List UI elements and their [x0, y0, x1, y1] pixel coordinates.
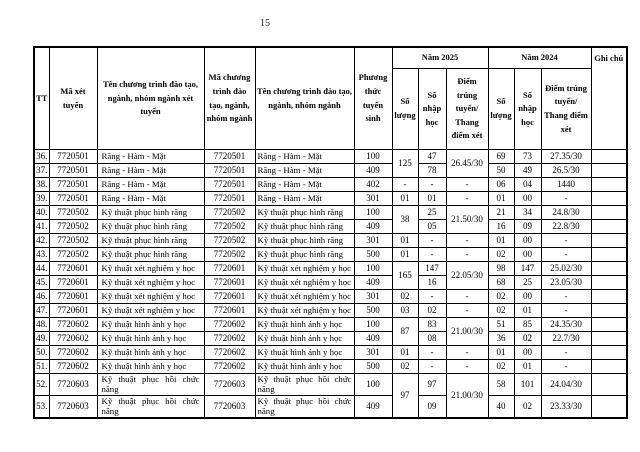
cell-diem-2024: 1440: [541, 178, 591, 192]
cell-snh-2024: 01: [514, 360, 541, 374]
cell-tt: 40.: [34, 206, 49, 220]
table-row: [34, 234, 627, 248]
cell-snh-2025: -: [418, 360, 446, 374]
cell-diem-2024: -: [541, 360, 591, 374]
cell-diem-2025: -: [446, 346, 488, 360]
cell-ma-xet-tuyen: 7720603: [49, 395, 97, 417]
cell-ma-xet-tuyen: 7720502: [49, 206, 97, 220]
cell-snh-2024: 25: [514, 276, 541, 290]
cell-phuong-thuc: 500: [354, 248, 392, 262]
cell-ten-ct: Răng - Hàm - Mặt: [255, 178, 354, 192]
cell-diem-2025: 22.05/30: [446, 262, 488, 290]
col-header-so-nhap-hoc-2025: Số nhập học: [418, 69, 446, 150]
cell-diem-2024: 25.02/30: [541, 262, 591, 276]
cell-ten-ct: Răng - Hàm - Mặt: [255, 150, 354, 164]
cell-diem-2025: 26.45/30: [446, 150, 488, 178]
cell-ma-ct: 7720501: [204, 164, 255, 178]
cell-tt: 48.: [34, 318, 49, 332]
cell-sl-2025: 02: [392, 290, 418, 304]
cell-ma-ct: 7720602: [204, 346, 255, 360]
col-header-diem-2024: Điểm trúng tuyển/ Thang điểm xét: [541, 69, 591, 150]
cell-diem-2025: -: [446, 304, 488, 318]
cell-snh-2025: 08: [418, 332, 446, 346]
cell-ten-xet-tuyen: Răng - Hàm - Mặt: [97, 192, 204, 206]
cell-sl-2024: 06: [488, 178, 514, 192]
cell-snh-2025: -: [418, 234, 446, 248]
cell-ten-ct: Kỹ thuật hình ảnh y học: [255, 332, 354, 346]
cell-diem-2025: -: [446, 290, 488, 304]
cell-ghi-chu: [591, 234, 627, 248]
table-row: [34, 262, 627, 276]
cell-diem-2024: 22.7/30: [541, 332, 591, 346]
cell-ten-xet-tuyen: Kỹ thuật xét nghiệm y học: [97, 262, 204, 276]
cell-ghi-chu: [591, 220, 627, 234]
cell-snh-2025: 01: [418, 192, 446, 206]
cell-phuong-thuc: 409: [354, 276, 392, 290]
cell-sl-2024: 58: [488, 374, 514, 396]
cell-phuong-thuc: 100: [354, 206, 392, 220]
cell-ma-ct: 7720601: [204, 262, 255, 276]
cell-tt: 45.: [34, 276, 49, 290]
cell-ma-ct: 7720603: [204, 374, 255, 396]
cell-sl-2024: 98: [488, 262, 514, 276]
cell-sl-2024: 02: [488, 248, 514, 262]
cell-diem-2024: -: [541, 290, 591, 304]
cell-diem-2024: 22.8/30: [541, 220, 591, 234]
table-row: [34, 374, 627, 396]
cell-ten-xet-tuyen: Kỹ thuật xét nghiệm y học: [97, 290, 204, 304]
cell-ma-ct: 7720502: [204, 234, 255, 248]
cell-snh-2024: 73: [514, 150, 541, 164]
col-header-nam-2025: Năm 2025: [392, 47, 488, 69]
cell-snh-2024: 00: [514, 346, 541, 360]
col-header-so-luong-2025: Số lượng: [392, 69, 418, 150]
cell-tt: 37.: [34, 164, 49, 178]
cell-phuong-thuc: 301: [354, 234, 392, 248]
cell-phuong-thuc: 301: [354, 346, 392, 360]
cell-snh-2024: 09: [514, 220, 541, 234]
cell-ma-xet-tuyen: 7720601: [49, 276, 97, 290]
col-header-nam-2024: Năm 2024: [488, 47, 591, 69]
cell-ten-xet-tuyen: Kỹ thuật phục hồi chức năng: [97, 374, 204, 396]
cell-ten-xet-tuyen: Kỹ thuật phục hình răng: [97, 220, 204, 234]
cell-tt: 44.: [34, 262, 49, 276]
cell-sl-2024: 68: [488, 276, 514, 290]
cell-tt: 46.: [34, 290, 49, 304]
cell-snh-2025: -: [418, 290, 446, 304]
cell-diem-2025: -: [446, 192, 488, 206]
cell-phuong-thuc: 409: [354, 164, 392, 178]
cell-snh-2025: 83: [418, 318, 446, 332]
cell-ten-ct: Kỹ thuật phục hồi chức năng: [255, 374, 354, 396]
cell-sl-2024: 40: [488, 395, 514, 417]
cell-snh-2025: 16: [418, 276, 446, 290]
cell-snh-2025: 78: [418, 164, 446, 178]
cell-sl-2025: 01: [392, 192, 418, 206]
cell-ma-xet-tuyen: 7720602: [49, 332, 97, 346]
cell-ma-ct: 7720502: [204, 220, 255, 234]
cell-snh-2025: 147: [418, 262, 446, 276]
cell-ten-ct: Kỹ thuật xét nghiệm y học: [255, 304, 354, 318]
cell-ma-ct: 7720602: [204, 332, 255, 346]
cell-snh-2024: 34: [514, 206, 541, 220]
cell-ten-xet-tuyen: Kỹ thuật xét nghiệm y học: [97, 304, 204, 318]
cell-sl-2025: 01: [392, 248, 418, 262]
cell-tt: 51.: [34, 360, 49, 374]
table-row: [34, 192, 627, 206]
cell-tt: 36.: [34, 150, 49, 164]
cell-sl-2024: 50: [488, 164, 514, 178]
cell-snh-2025: -: [418, 346, 446, 360]
cell-ma-xet-tuyen: 7720501: [49, 150, 97, 164]
cell-phuong-thuc: 100: [354, 150, 392, 164]
cell-ma-ct: 7720602: [204, 360, 255, 374]
table-row: [34, 395, 627, 417]
cell-ten-xet-tuyen: Răng - Hàm - Mặt: [97, 178, 204, 192]
cell-snh-2024: 49: [514, 164, 541, 178]
cell-ghi-chu: [591, 192, 627, 206]
cell-diem-2024: 27.35/30: [541, 150, 591, 164]
cell-diem-2024: 23.33/30: [541, 395, 591, 417]
cell-phuong-thuc: 402: [354, 178, 392, 192]
cell-ten-ct: Kỹ thuật xét nghiệm y học: [255, 276, 354, 290]
cell-phuong-thuc: 409: [354, 220, 392, 234]
cell-ten-ct: Kỹ thuật phục hình răng: [255, 248, 354, 262]
cell-tt: 38.: [34, 178, 49, 192]
cell-ten-xet-tuyen: Răng - Hàm - Mặt: [97, 150, 204, 164]
cell-ten-ct: Kỹ thuật phục hồi chức năng: [255, 395, 354, 417]
cell-diem-2024: 23.05/30: [541, 276, 591, 290]
cell-diem-2025: -: [446, 234, 488, 248]
cell-diem-2024: -: [541, 192, 591, 206]
cell-ten-xet-tuyen: Kỹ thuật phục hồi chức năng: [97, 395, 204, 417]
admission-results-table: [33, 46, 628, 419]
cell-snh-2025: 09: [418, 395, 446, 417]
cell-sl-2024: 69: [488, 150, 514, 164]
cell-snh-2025: 02: [418, 304, 446, 318]
cell-diem-2025: 21.00/30: [446, 318, 488, 346]
cell-ma-xet-tuyen: 7720502: [49, 234, 97, 248]
cell-snh-2025: 47: [418, 150, 446, 164]
table-header: [34, 47, 627, 150]
table-row: [34, 220, 627, 234]
cell-sl-2024: 02: [488, 304, 514, 318]
cell-sl-2024: 51: [488, 318, 514, 332]
cell-ten-ct: Kỹ thuật xét nghiệm y học: [255, 262, 354, 276]
cell-tt: 53.: [34, 395, 49, 417]
cell-snh-2024: 85: [514, 318, 541, 332]
cell-phuong-thuc: 500: [354, 304, 392, 318]
cell-ten-xet-tuyen: Kỹ thuật phục hình răng: [97, 248, 204, 262]
table-row: [34, 304, 627, 318]
cell-diem-2024: 24.8/30: [541, 206, 591, 220]
cell-sl-2024: 02: [488, 360, 514, 374]
cell-ma-ct: 7720502: [204, 206, 255, 220]
cell-ten-xet-tuyen: Kỹ thuật hình ảnh y học: [97, 346, 204, 360]
cell-ma-xet-tuyen: 7720501: [49, 192, 97, 206]
cell-ghi-chu: [591, 290, 627, 304]
col-header-ma-ct: Mã chương trình đào tạo, ngành, nhóm ngành: [204, 47, 255, 150]
table-body: [34, 150, 627, 418]
cell-snh-2024: 00: [514, 192, 541, 206]
cell-ghi-chu: [591, 248, 627, 262]
cell-diem-2024: 24.35/30: [541, 318, 591, 332]
table-row: [34, 178, 627, 192]
cell-ten-ct: Kỹ thuật xét nghiệm y học: [255, 290, 354, 304]
cell-tt: 42.: [34, 234, 49, 248]
cell-tt: 43.: [34, 248, 49, 262]
cell-phuong-thuc: 100: [354, 318, 392, 332]
cell-sl-2024: 01: [488, 192, 514, 206]
cell-diem-2024: -: [541, 346, 591, 360]
cell-snh-2024: 00: [514, 234, 541, 248]
cell-ma-ct: 7720502: [204, 248, 255, 262]
cell-ghi-chu: [591, 332, 627, 346]
cell-ten-xet-tuyen: Kỹ thuật hình ảnh y học: [97, 318, 204, 332]
cell-ten-xet-tuyen: Kỹ thuật xét nghiệm y học: [97, 276, 204, 290]
cell-diem-2025: -: [446, 178, 488, 192]
cell-snh-2024: 02: [514, 395, 541, 417]
cell-ghi-chu: [591, 304, 627, 318]
col-header-tt: TT: [34, 47, 49, 150]
cell-snh-2024: 04: [514, 178, 541, 192]
cell-diem-2025: 21.00/30: [446, 374, 488, 418]
col-header-ten-ct-xet-tuyen: Tên chương trình đào tạo, ngành, nhóm ngành xét tuyển: [97, 47, 204, 150]
cell-ma-xet-tuyen: 7720602: [49, 360, 97, 374]
cell-ten-xet-tuyen: Kỹ thuật hình ảnh y học: [97, 360, 204, 374]
cell-sl-2025: 38: [392, 206, 418, 234]
cell-sl-2024: 21: [488, 206, 514, 220]
cell-ten-xet-tuyen: Kỹ thuật hình ảnh y học: [97, 332, 204, 346]
cell-diem-2024: -: [541, 248, 591, 262]
cell-phuong-thuc: 500: [354, 360, 392, 374]
cell-ghi-chu: [591, 164, 627, 178]
cell-tt: 50.: [34, 346, 49, 360]
cell-snh-2024: 101: [514, 374, 541, 396]
cell-ma-ct: 7720601: [204, 304, 255, 318]
cell-ghi-chu: [591, 318, 627, 332]
cell-ma-xet-tuyen: 7720502: [49, 248, 97, 262]
col-header-ma-xet-tuyen: Mã xét tuyển: [49, 47, 97, 150]
cell-ma-xet-tuyen: 7720602: [49, 318, 97, 332]
cell-phuong-thuc: 100: [354, 374, 392, 396]
table-row: [34, 150, 627, 164]
cell-ma-xet-tuyen: 7720501: [49, 178, 97, 192]
cell-snh-2024: 01: [514, 304, 541, 318]
cell-tt: 39.: [34, 192, 49, 206]
cell-sl-2025: 97: [392, 374, 418, 418]
cell-snh-2024: 02: [514, 332, 541, 346]
table-row: [34, 332, 627, 346]
cell-sl-2025: -: [392, 178, 418, 192]
cell-snh-2025: -: [418, 178, 446, 192]
cell-snh-2024: 00: [514, 290, 541, 304]
cell-ma-ct: 7720602: [204, 318, 255, 332]
cell-diem-2025: -: [446, 248, 488, 262]
cell-ten-xet-tuyen: Răng - Hàm - Mặt: [97, 164, 204, 178]
cell-snh-2024: 147: [514, 262, 541, 276]
cell-ghi-chu: [591, 395, 627, 417]
table-row: [34, 360, 627, 374]
cell-ghi-chu: [591, 150, 627, 164]
cell-snh-2025: -: [418, 248, 446, 262]
cell-ma-ct: 7720601: [204, 290, 255, 304]
cell-ten-ct: Răng - Hàm - Mặt: [255, 192, 354, 206]
col-header-phuong-thuc: Phương thức tuyển sinh: [354, 47, 392, 150]
cell-tt: 49.: [34, 332, 49, 346]
table-row: [34, 164, 627, 178]
cell-diem-2024: -: [541, 234, 591, 248]
cell-ma-xet-tuyen: 7720501: [49, 164, 97, 178]
cell-ma-ct: 7720501: [204, 178, 255, 192]
cell-snh-2025: 97: [418, 374, 446, 396]
cell-ma-xet-tuyen: 7720603: [49, 374, 97, 396]
cell-ten-ct: Kỹ thuật hình ảnh y học: [255, 346, 354, 360]
cell-ten-xet-tuyen: Kỹ thuật phục hình răng: [97, 234, 204, 248]
cell-ghi-chu: [591, 276, 627, 290]
cell-tt: 47.: [34, 304, 49, 318]
cell-ghi-chu: [591, 374, 627, 396]
cell-diem-2024: -: [541, 304, 591, 318]
cell-sl-2024: 01: [488, 346, 514, 360]
cell-sl-2025: 165: [392, 262, 418, 290]
cell-ten-ct: Kỹ thuật phục hình răng: [255, 234, 354, 248]
cell-sl-2024: 36: [488, 332, 514, 346]
cell-diem-2024: 24.04/30: [541, 374, 591, 396]
cell-ghi-chu: [591, 360, 627, 374]
cell-ma-ct: 7720501: [204, 150, 255, 164]
table-row: [34, 248, 627, 262]
col-header-so-nhap-hoc-2024: Số nhập học: [514, 69, 541, 150]
cell-phuong-thuc: 301: [354, 192, 392, 206]
cell-ten-ct: Kỹ thuật phục hình răng: [255, 220, 354, 234]
cell-sl-2025: 125: [392, 150, 418, 178]
cell-snh-2025: 05: [418, 220, 446, 234]
cell-ma-xet-tuyen: 7720601: [49, 290, 97, 304]
cell-ma-xet-tuyen: 7720601: [49, 262, 97, 276]
col-header-ghi-chu: Ghi chú: [591, 47, 627, 150]
cell-ten-ct: Kỹ thuật hình ảnh y học: [255, 318, 354, 332]
cell-sl-2025: 03: [392, 304, 418, 318]
header-row-1: [34, 47, 627, 69]
cell-sl-2024: 02: [488, 290, 514, 304]
cell-ma-xet-tuyen: 7720502: [49, 220, 97, 234]
table-row: [34, 346, 627, 360]
cell-ma-ct: 7720601: [204, 276, 255, 290]
cell-ma-xet-tuyen: 7720601: [49, 304, 97, 318]
cell-ghi-chu: [591, 346, 627, 360]
cell-phuong-thuc: 409: [354, 332, 392, 346]
table-row: [34, 206, 627, 220]
cell-sl-2024: 16: [488, 220, 514, 234]
cell-sl-2025: 87: [392, 318, 418, 346]
cell-ma-ct: 7720603: [204, 395, 255, 417]
cell-ma-ct: 7720501: [204, 192, 255, 206]
cell-sl-2025: 01: [392, 234, 418, 248]
cell-sl-2025: 01: [392, 346, 418, 360]
page-number: 15: [260, 18, 270, 29]
cell-phuong-thuc: 100: [354, 262, 392, 276]
cell-ten-ct: Kỹ thuật hình ảnh y học: [255, 360, 354, 374]
cell-snh-2025: 25: [418, 206, 446, 220]
cell-phuong-thuc: 409: [354, 395, 392, 417]
cell-ghi-chu: [591, 178, 627, 192]
cell-phuong-thuc: 301: [354, 290, 392, 304]
cell-ten-xet-tuyen: Kỹ thuật phục hình răng: [97, 206, 204, 220]
cell-diem-2025: 21.50/30: [446, 206, 488, 234]
cell-sl-2024: 01: [488, 234, 514, 248]
cell-ten-ct: Kỹ thuật phục hình răng: [255, 206, 354, 220]
col-header-ten-ct: Tên chương trình đào tạo, ngành, nhóm ngành: [255, 47, 354, 150]
cell-ghi-chu: [591, 262, 627, 276]
col-header-so-luong-2024: Số lượng: [488, 69, 514, 150]
cell-tt: 41.: [34, 220, 49, 234]
cell-tt: 52.: [34, 374, 49, 396]
cell-ghi-chu: [591, 206, 627, 220]
cell-ten-ct: Răng - Hàm - Mặt: [255, 164, 354, 178]
table-row: [34, 276, 627, 290]
col-header-diem-2025: Điểm trúng tuyển/ Thang điểm xét: [446, 69, 488, 150]
table-row: [34, 290, 627, 304]
cell-snh-2024: 00: [514, 248, 541, 262]
cell-diem-2025: -: [446, 360, 488, 374]
table-row: [34, 318, 627, 332]
cell-sl-2025: 02: [392, 360, 418, 374]
cell-ma-xet-tuyen: 7720602: [49, 346, 97, 360]
cell-diem-2024: 26.5/30: [541, 164, 591, 178]
